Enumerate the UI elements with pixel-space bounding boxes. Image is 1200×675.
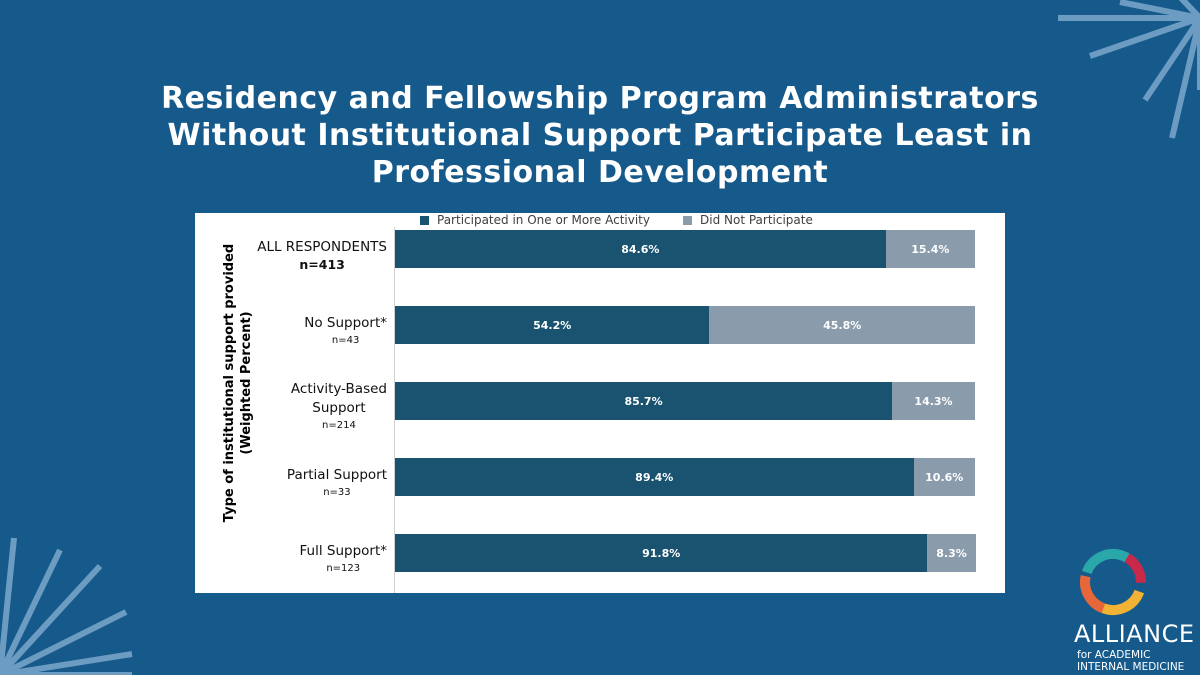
category-n: n=214 xyxy=(322,420,356,431)
logo-subtitle xyxy=(1077,649,1184,673)
category-n: n=123 xyxy=(326,563,361,574)
bar-value-label: 15.4% xyxy=(911,242,950,256)
category-name: Support xyxy=(312,400,366,416)
category-n: n=43 xyxy=(331,335,360,346)
category-n: n=413 xyxy=(299,257,345,272)
bar-value-label: 8.3% xyxy=(936,546,967,560)
logo-subtitle-line: INTERNAL MEDICINE xyxy=(1077,661,1185,673)
legend-label: Did Not Participate xyxy=(700,213,813,227)
bar-did-not-participate xyxy=(892,382,975,420)
bar-value-label: 10.6% xyxy=(925,470,964,484)
legend-label: Participated in One or More Activity xyxy=(437,213,650,227)
logo-name: ALLIANCE xyxy=(1074,620,1195,648)
title-line: Residency and Fellowship Program Administrators xyxy=(161,81,1039,116)
category-name: Full Support* xyxy=(299,543,387,559)
starburst-decoration-bottom-left xyxy=(0,530,140,675)
bar-did-not-participate xyxy=(886,230,975,268)
category-name: ALL RESPONDENTS xyxy=(257,239,387,255)
bar-participated xyxy=(395,382,892,420)
bar-participated xyxy=(395,306,709,344)
logo-subtitle-line: for ACADEMIC xyxy=(1077,649,1151,661)
bar-value-label: 85.7% xyxy=(624,394,663,408)
bar-did-not-participate xyxy=(927,534,975,572)
bar-value-label: 91.8% xyxy=(642,546,681,560)
bar-value-label: 89.4% xyxy=(635,470,674,484)
category-label-all-respondents xyxy=(257,238,387,273)
y-axis-title-line: Type of institutional support provided xyxy=(222,243,237,523)
alliance-ring-logo-icon xyxy=(1072,542,1154,620)
category-name: Partial Support xyxy=(286,467,387,483)
bar-did-not-participate xyxy=(709,306,975,344)
title-line: Professional Development xyxy=(371,155,829,190)
bar-participated xyxy=(395,230,886,268)
category-label-partial-support xyxy=(287,466,387,501)
category-name: No Support* xyxy=(304,315,387,331)
bar-did-not-participate xyxy=(914,458,975,496)
category-label-activity-based-support xyxy=(291,380,387,434)
title-line: Without Institutional Support Participate Least in xyxy=(167,118,1033,153)
category-label-no-support xyxy=(304,314,387,349)
chart-panel xyxy=(195,213,1005,593)
bar-value-label: 45.8% xyxy=(823,318,862,332)
y-axis-title-line: (Weighted Percent) xyxy=(239,311,254,455)
bar-plot-area xyxy=(395,213,975,593)
bar-participated xyxy=(395,458,914,496)
category-name: Activity-Based xyxy=(290,381,387,397)
category-n: n=33 xyxy=(323,487,351,498)
bar-value-label: 84.6% xyxy=(621,242,660,256)
page-title xyxy=(60,80,1140,191)
bar-value-label: 54.2% xyxy=(533,318,572,332)
category-label-full-support xyxy=(300,542,388,577)
bar-value-label: 14.3% xyxy=(914,394,953,408)
y-axis-title xyxy=(221,243,261,523)
bar-participated xyxy=(395,534,927,572)
